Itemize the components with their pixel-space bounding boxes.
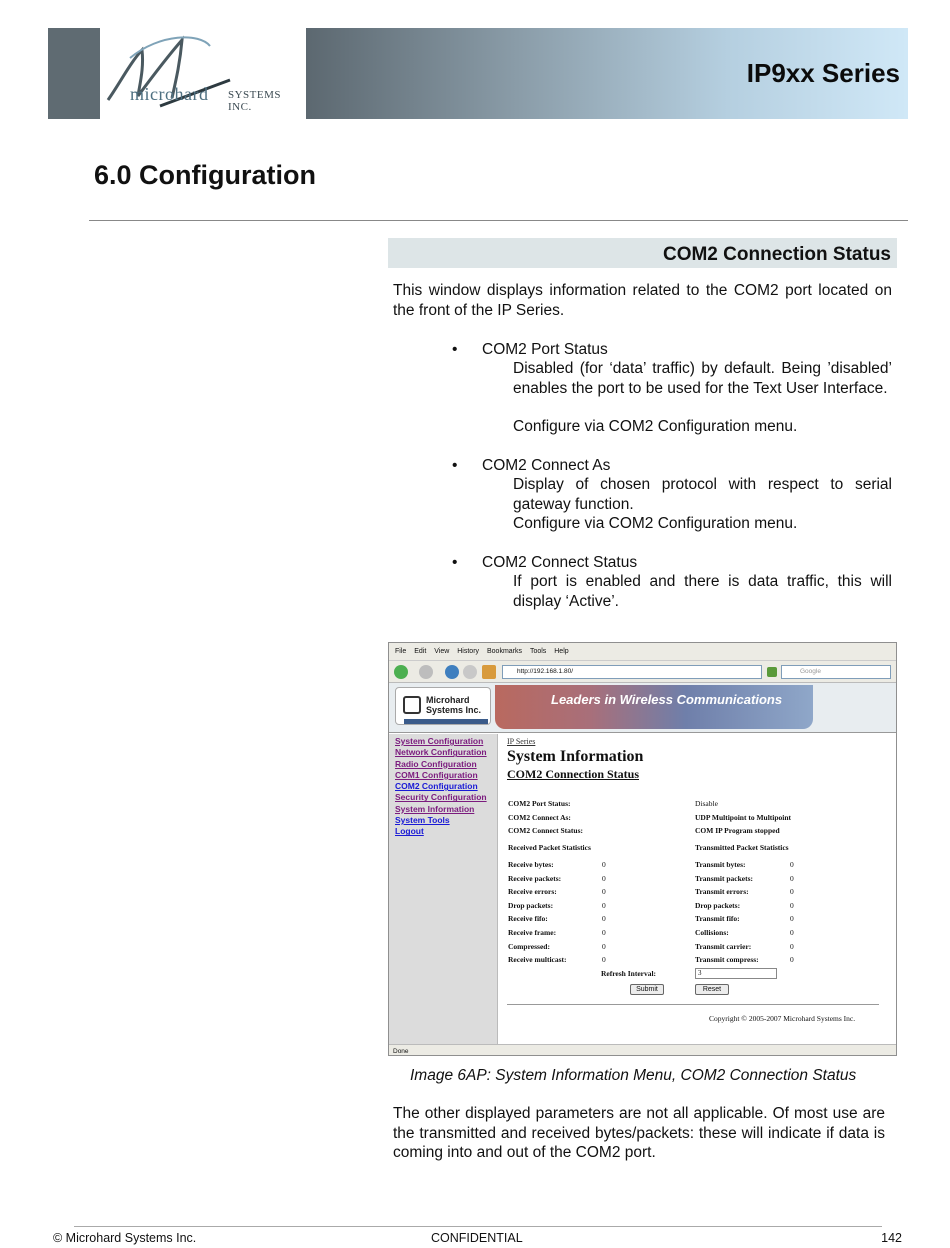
refresh-label: Refresh Interval:	[601, 969, 657, 978]
site-copyright: Copyright © 2005-2007 Microhard Systems Inc.	[709, 1014, 856, 1023]
stat-value: 0	[790, 874, 794, 883]
stat-value: 0	[602, 955, 606, 964]
stat-value: 0	[602, 860, 606, 869]
subheading: COM2 Connection Status	[662, 244, 891, 265]
nav-com2-configuration[interactable]: COM2 Configuration	[395, 781, 478, 792]
stat-value: 0	[602, 874, 606, 883]
stat-value: 0	[790, 860, 794, 869]
menu-tools[interactable]: Tools	[529, 648, 547, 655]
stat-label: Receive packets:	[508, 874, 562, 883]
bullet-description: If port is enabled and there is data traffic, this will display ‘Active’.	[513, 573, 892, 610]
submit-button[interactable]: Submit	[630, 984, 664, 995]
stat-value: 0	[790, 887, 794, 896]
content-divider	[507, 1004, 879, 1005]
banner-gradient	[306, 28, 908, 119]
stat-label: Transmit errors:	[695, 887, 749, 896]
menu-bookmarks[interactable]: Bookmarks	[486, 648, 522, 655]
stat-value: 0	[790, 928, 794, 937]
stat-label: Transmit packets:	[695, 874, 753, 883]
search-input[interactable]: Google	[781, 665, 891, 679]
site-logo	[395, 687, 491, 725]
menu-file[interactable]: File	[395, 648, 407, 655]
stat-value: 0	[602, 928, 606, 937]
home-icon[interactable]	[482, 665, 496, 679]
stat-value: 0	[790, 901, 794, 910]
stat-label: Drop packets:	[508, 901, 554, 910]
footer-divider	[74, 1226, 882, 1227]
go-icon[interactable]	[767, 667, 777, 677]
series-title: IP9xx Series	[746, 58, 900, 88]
stat-label: Drop packets:	[695, 901, 741, 910]
page-title: System Information	[507, 748, 644, 765]
header-divider	[89, 220, 908, 221]
site-logo-icon	[403, 696, 421, 714]
back-icon[interactable]	[394, 665, 408, 679]
nav-network-configuration[interactable]: Network Configuration	[395, 747, 487, 758]
breadcrumb[interactable]: IP Series	[507, 737, 536, 746]
stat-value: 0	[790, 914, 794, 923]
stat-label: Receive multicast:	[508, 955, 567, 964]
page-content	[507, 737, 887, 782]
status-label: COM2 Connect As:	[508, 813, 571, 822]
section-title: 6.0 Configuration	[94, 160, 316, 190]
page-number: 142	[881, 1231, 902, 1245]
bullet-description: Disabled (for ‘data’ traffic) by default. Being ’disabled’ enables the port to be used for the Text User Interface.	[513, 360, 892, 397]
company-logo	[100, 28, 306, 119]
status-label: COM2 Connect Status:	[508, 826, 583, 835]
menu-view[interactable]: View	[434, 648, 450, 655]
stat-value: 0	[602, 914, 606, 923]
site-nav	[389, 734, 498, 1044]
reload-icon[interactable]	[445, 665, 459, 679]
reset-button[interactable]: Reset	[695, 984, 729, 995]
address-bar[interactable]: http://192.168.1.80/	[502, 665, 762, 679]
site-logo-url-strip	[404, 719, 488, 724]
image-caption: Image 6AP: System Information Menu, COM2 Connection Status	[410, 1067, 857, 1084]
status-value: UDP Multipoint to Multipoint	[695, 813, 792, 822]
menu-edit[interactable]: Edit	[414, 648, 427, 655]
bullet-config-note: Configure via COM2 Configuration menu.	[513, 515, 798, 532]
nav-radio-configuration[interactable]: Radio Configuration	[395, 758, 477, 769]
stat-label: Transmit compress:	[695, 955, 759, 964]
intro-paragraph: This window displays information related to the COM2 port located on the front of the IP Series.	[393, 282, 892, 319]
status-label: COM2 Port Status:	[508, 799, 571, 808]
footer-copyright: © Microhard Systems Inc.	[53, 1231, 197, 1245]
bullet-dot: •	[452, 341, 458, 358]
status-value: Disable	[695, 799, 718, 808]
nav-security-configuration[interactable]: Security Configuration	[395, 792, 487, 803]
stat-value: 0	[790, 955, 794, 964]
nav-system-configuration[interactable]: System Configuration	[395, 736, 484, 746]
bullet-config-note: Configure via COM2 Configuration menu.	[513, 418, 798, 435]
logo-wordmark: microhard	[130, 84, 209, 104]
menu-history[interactable]: History	[457, 648, 480, 655]
nav-logout[interactable]: Logout	[395, 826, 424, 837]
browser-statusbar: Done	[389, 1044, 896, 1056]
menu-help[interactable]: Help	[554, 648, 569, 655]
bullet-title: COM2 Connect Status	[482, 554, 638, 571]
nav-system-information[interactable]: System Information	[395, 803, 475, 814]
tagline-banner	[495, 685, 813, 729]
bullet-dot: •	[452, 554, 458, 571]
stop-icon[interactable]	[463, 665, 477, 679]
refresh-interval-input[interactable]: 3	[695, 968, 777, 979]
subheading-bar	[388, 238, 897, 268]
stat-value: 0	[790, 942, 794, 951]
bullet-dot: •	[452, 457, 458, 474]
browser-toolbar	[389, 661, 896, 683]
transmitted-header: Transmitted Packet Statistics	[695, 843, 789, 852]
stat-label: Receive errors:	[508, 887, 557, 896]
bullet-title: COM2 Port Status	[482, 341, 608, 358]
stat-label: Transmit carrier:	[695, 942, 752, 951]
closing-paragraph: The other displayed parameters are not all applicable. Of most use are the transmitted and received bytes/packets: these will indicate if data is coming into and out of the COM2 port.	[393, 1105, 885, 1161]
header-banner	[48, 28, 908, 119]
browser-screenshot	[388, 642, 897, 1056]
tagline-text: Leaders in Wireless Communications	[551, 692, 783, 707]
stat-label: Compressed:	[508, 942, 550, 951]
site-logo-text: Microhard Systems Inc.	[426, 695, 482, 715]
stat-value: 0	[602, 887, 606, 896]
stat-label: Receive bytes:	[508, 860, 554, 869]
bullet-title: COM2 Connect As	[482, 457, 611, 474]
browser-menubar	[389, 643, 896, 661]
received-header: Received Packet Statistics	[508, 843, 591, 852]
stat-value: 0	[602, 901, 606, 910]
nav-system-tools[interactable]: System Tools	[395, 815, 450, 826]
banner-gray-block	[48, 28, 100, 119]
footer-confidential: CONFIDENTIAL	[431, 1231, 523, 1245]
logo-subtitle: SYSTEMS INC.	[228, 89, 282, 113]
page-subtitle: COM2 Connection Status	[507, 767, 640, 781]
forward-icon[interactable]	[419, 665, 433, 679]
stat-label: Transmit bytes:	[695, 860, 746, 869]
stat-value: 0	[602, 942, 606, 951]
stat-label: Collisions:	[695, 928, 729, 937]
site-banner	[389, 683, 896, 733]
stat-label: Transmit fifo:	[695, 914, 740, 923]
status-value: COM IP Program stopped	[695, 826, 780, 835]
stat-label: Receive frame:	[508, 928, 557, 937]
bullet-description: Display of chosen protocol with respect to serial gateway function.	[513, 476, 892, 513]
stat-label: Receive fifo:	[508, 914, 548, 923]
nav-com1-configuration[interactable]: COM1 Configuration	[395, 769, 478, 780]
